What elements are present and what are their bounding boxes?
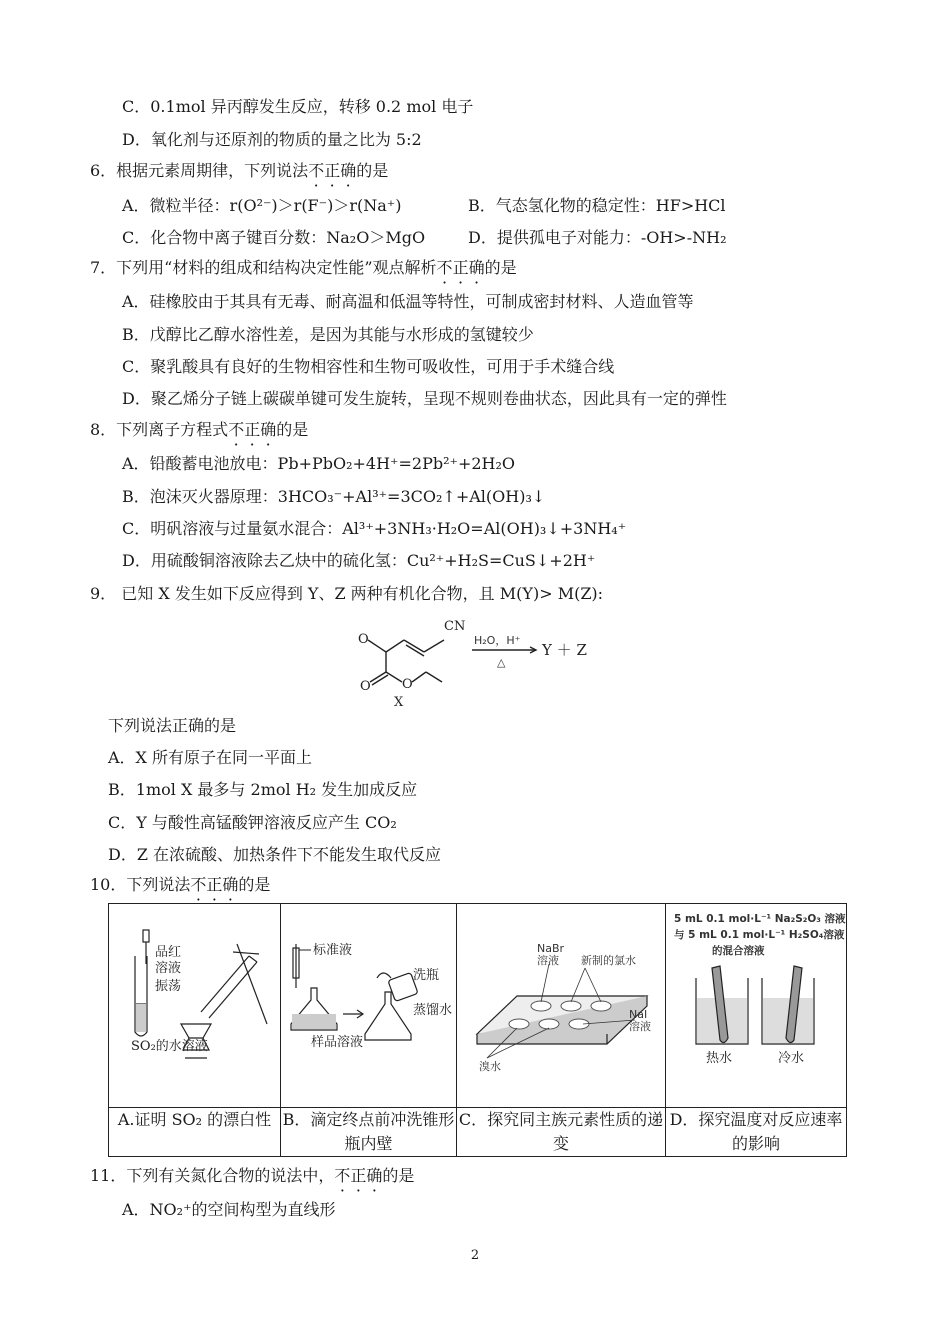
q7-option-a: A．硅橡胶由于其具有无毒、耐高温和低温等特性，可制成密封材料、人造血管等 [122,292,694,311]
experiment-table [108,903,847,1157]
structure-oxygen-3: O [402,677,413,692]
figure-d-title-2: 与 5 mL 0.1 mol·L⁻¹ H₂SO₄溶液 [674,929,845,941]
figure-c-nabr-label-2: 溶液 [537,954,559,967]
q5-option-c: C．0.1mol 异丙醇发生反应，转移 0.2 mol 电子 [122,97,474,116]
experiment-caption-row [109,1108,847,1157]
structure-cyano-label: CN [444,619,466,634]
figure-d-cold-label: 冷水 [778,1051,805,1066]
q6-stem: 6．根据元素周期律，下列说法不正确的是 [90,161,389,180]
page-number: 2 [470,1248,480,1263]
q9-stem: 9． 已知 X 发生如下反应得到 Y、Z 两种有机化合物，且 M(Y)> M(Z): [90,584,604,603]
figure-c-nabr-label-1: NaBr [537,942,565,955]
q11-option-a: A．NO₂⁺的空间构型为直线形 [122,1200,336,1219]
q9-option-d: D．Z 在浓硫酸、加热条件下不能发生取代反应 [108,845,442,864]
q6-option-d: D．提供孤电子对能力：-OH>-NH₂ [468,228,727,247]
q9-option-c: C．Y 与酸性高锰酸钾溶液反应产生 CO₂ [108,813,397,832]
q8-option-a: A．铅酸蓄电池放电：Pb+PbO₂+4H⁺=2Pb²⁺+2H₂O [122,454,516,473]
figure-a-liquid [136,1004,146,1032]
figure-b-standard-label: 标准液 [313,943,353,958]
caption-c: C．探究同主族元素性质的递变 [457,1108,666,1157]
figure-b-water-label: 蒸馏水 [413,1003,453,1018]
figure-c-cell [457,904,666,1108]
structure-oxygen-2: O [360,679,371,694]
q5-option-d: D．氧化剂与还原剂的物质的量之比为 5:2 [122,130,422,149]
caption-d: D．探究温度对反应速率的影响 [666,1108,847,1157]
q7-option-c: C．聚乳酸具有良好的生物相容性和生物可吸收性，可用于手术缝合线 [122,357,615,376]
q6-option-a: A．微粒半径：r(O²⁻)＞r(F⁻)＞r(Na⁺) [122,196,402,215]
q7-option-b: B．戊醇比乙醇水溶性差，是因为其能与水形成的氢键较少 [122,325,534,344]
figure-b-sample-liquid [292,1014,336,1029]
structure-x-diagram [340,610,610,708]
figure-b-wash-label: 洗瓶 [413,968,440,983]
caption-a: A.证明 SO₂ 的漂白性 [109,1108,281,1157]
figure-c-nai-label-2: 溶液 [629,1020,651,1033]
figure-d-hot-label: 热水 [706,1051,733,1066]
figure-a-label-3: 振荡 [155,979,182,994]
q6-option-c: C．化合物中离子键百分数：Na₂O＞MgO [122,228,426,247]
q8-option-d: D．用硫酸铜溶液除去乙炔中的硫化氢：Cu²⁺+H₂S=CuS↓+2H⁺ [122,551,596,570]
figure-c-chlorine-label: 新制的氯水 [581,954,636,967]
figure-b-sample-label: 样品溶液 [311,1035,364,1050]
structure-oxygen-1: O [358,632,369,647]
q8-stem: 8．下列离子方程式不正确的是 [90,420,309,439]
q7-stem: 7．下列用“材料的组成和结构决定性能”观点解析不正确的是 [90,258,517,277]
q9-option-a: A．X 所有原子在同一平面上 [108,748,313,767]
q8-option-c: C．明矾溶液与过量氨水混合：Al³⁺+3NH₃·H₂O=Al(OH)₃↓+3NH₄⁺ [122,519,627,538]
reaction-heat-symbol: △ [497,656,506,669]
q10-stem: 10．下列说法不正确的是 [90,875,271,894]
figure-a-apparatus [109,904,280,1107]
figure-c-apparatus [457,904,665,1107]
reaction-products: Y ＋ Z [542,641,587,659]
structure-x-label: X [394,695,404,708]
figure-b-apparatus [281,904,456,1107]
figure-a-bottom-label: SO₂的水溶液 [131,1039,208,1054]
figure-a-label-2: 溶液 [155,961,182,976]
q9-sub-stem: 下列说法正确的是 [108,716,237,735]
q6-option-b: B．气态氢化物的稳定性：HF>HCl [468,196,726,215]
q8-option-b: B．泡沫灭火器原理：3HCO₃⁻+Al³⁺=3CO₂↑+Al(OH)₃↓ [122,487,546,506]
figure-c-bromine-label: 溴水 [479,1060,501,1073]
q9-option-b: B．1mol X 最多与 2mol H₂ 发生加成反应 [108,780,418,799]
figure-b-cell [281,904,457,1108]
figure-a-label-1: 品红 [155,945,182,960]
experiment-figure-row [109,904,847,1108]
q7-option-d: D．聚乙烯分子链上碳碳单键可发生旋转，呈现不规则卷曲状态，因此具有一定的弹性 [122,389,727,408]
figure-d-title-1: 5 mL 0.1 mol·L⁻¹ Na₂S₂O₃ 溶液 [674,913,846,925]
figure-c-nai-label-1: NaI [629,1008,648,1021]
q11-stem: 11．下列有关氮化合物的说法中，不正确的是 [90,1166,415,1185]
figure-d-cell [666,904,847,1108]
figure-d-title-3: 的混合溶液 [712,945,765,957]
figure-a-cell [109,904,281,1108]
reaction-reagent: H₂O，H⁺ [474,634,521,647]
caption-b: B．滴定终点前冲洗锥形瓶内壁 [281,1108,457,1157]
figure-d-apparatus [666,904,846,1107]
